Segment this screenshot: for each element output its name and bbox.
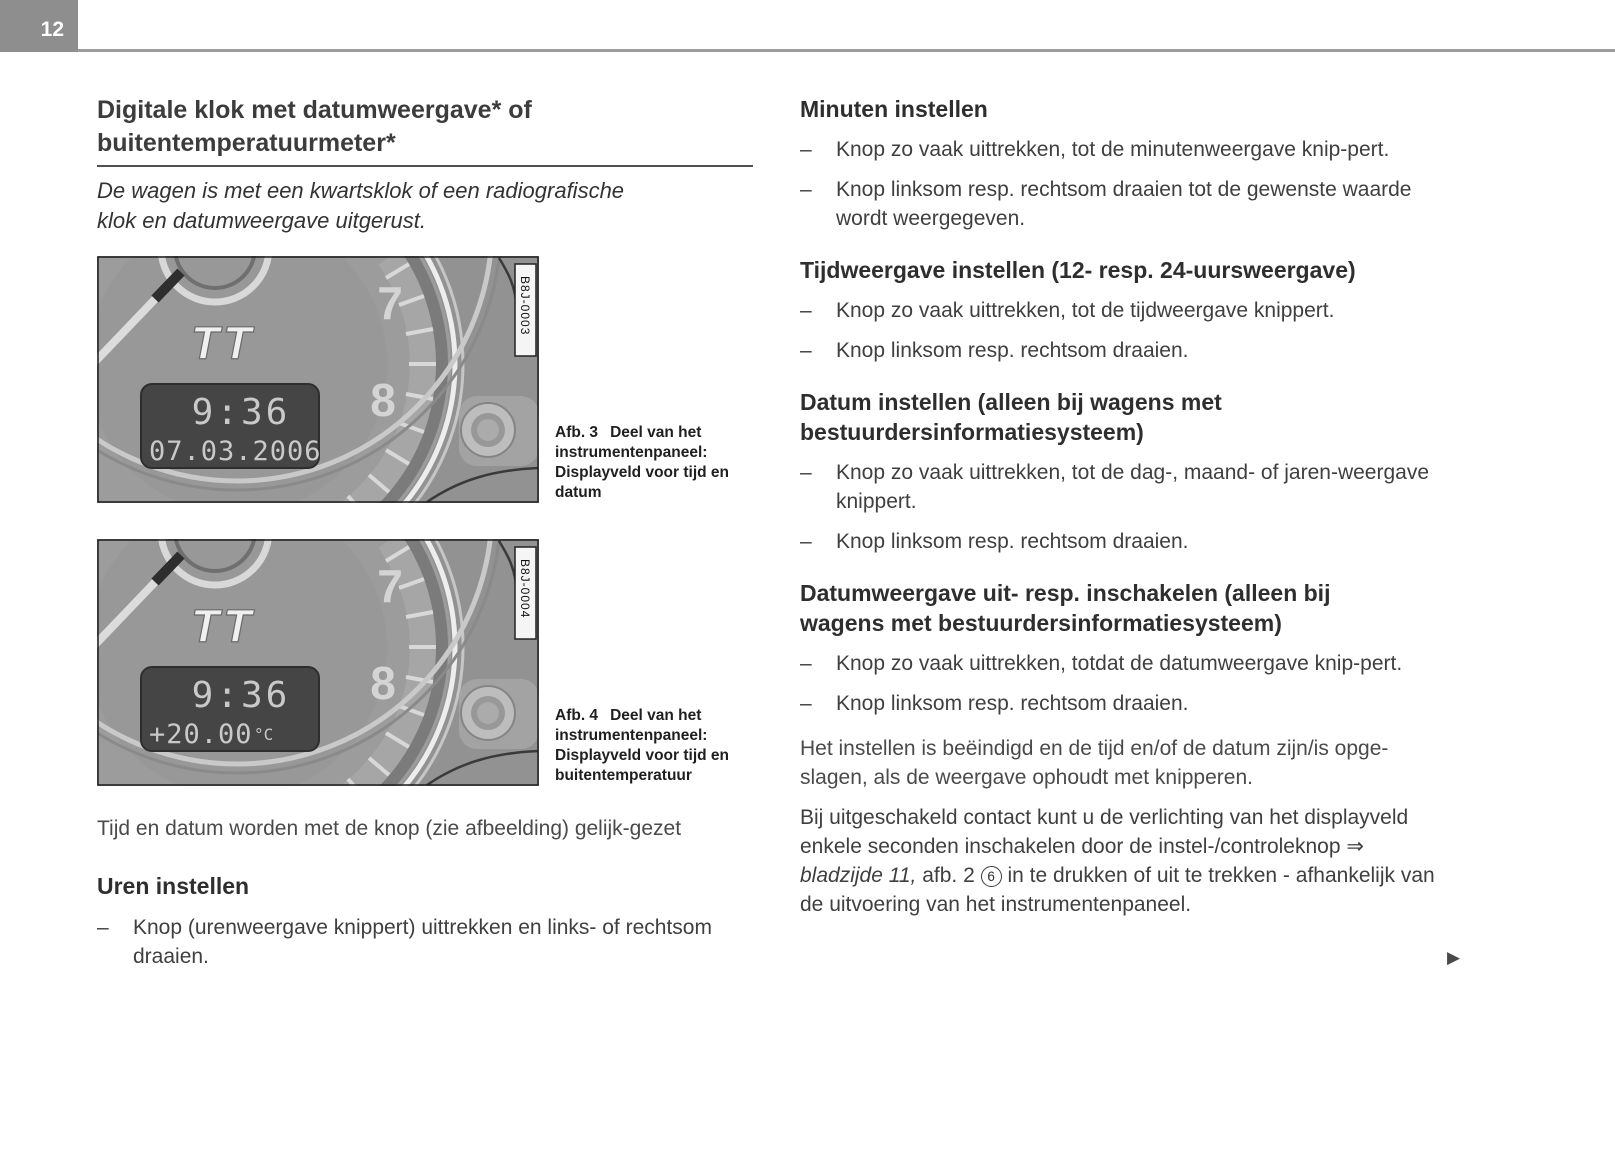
bullet-dash: – — [800, 138, 812, 161]
figure-4 — [97, 539, 753, 786]
figure-3 — [97, 256, 753, 503]
list-item — [800, 689, 1440, 718]
figure-4-caption-text: Deel van het instrumentenpaneel: Displayveld voor tijd en buitentemperatuur — [555, 707, 729, 784]
section-heading-minuten-instellen: Minuten instellen — [800, 96, 988, 122]
figure-4-caption — [555, 706, 753, 786]
bullet-dash: – — [97, 916, 109, 939]
photo-code-label: B8J-0003 — [518, 276, 532, 336]
dial-number-8: 8 — [370, 374, 396, 426]
bullet-dash: – — [800, 339, 812, 362]
page-number: 12 — [40, 18, 64, 41]
lcd-unit: °C — [254, 725, 274, 744]
figure-4-label: Afb. 4 — [555, 707, 599, 724]
lcd-temperature: +20.00 — [149, 719, 253, 750]
page-reference: bladzijde 11, — [800, 864, 917, 887]
left-column — [97, 88, 753, 971]
instrument-panel-photo-1 — [97, 256, 539, 503]
note-text: Bij uitgeschakeld contact kunt u de verlichting van het displayveld enkele seconden inschakelen door de instel-/controleknop — [800, 806, 1409, 858]
reference-arrow: ⇒ — [1346, 835, 1364, 858]
tt-logo: TT — [191, 600, 256, 652]
bullet-text: Knop linksom resp. rechtsom draaien. — [836, 692, 1189, 715]
figure-3-caption-text: Deel van het instrumentenpaneel: Displayveld voor tijd en datum — [555, 424, 729, 501]
page-number-box — [0, 0, 78, 52]
lcd-time: 9:36 — [191, 392, 291, 433]
bullet-dash: – — [800, 299, 812, 322]
bullet-text: Knop zo vaak uittrekken, totdat de datumweergave knip-pert. — [836, 652, 1403, 675]
dial-number-8: 8 — [370, 657, 396, 709]
dial-number-7: 7 — [377, 560, 403, 612]
figure-reference: afb. 2 — [922, 864, 975, 887]
section-heading-uren-instellen: Uren instellen — [97, 873, 250, 899]
lcd-date: 07.03.2006 — [149, 436, 322, 467]
bullet-text: Knop linksom resp. rechtsom draaien tot de gewenste waarde wordt weergegeven. — [836, 178, 1412, 230]
bullet-text: Knop zo vaak uittrekken, tot de tijdweergave knippert. — [836, 299, 1335, 322]
list-item — [800, 175, 1440, 233]
photo-code-label: B8J-0004 — [518, 559, 532, 619]
list-item — [800, 336, 1440, 365]
bullet-text: Knop linksom resp. rechtsom draaien. — [836, 530, 1189, 553]
intro-text: De wagen is met een kwartsklok of een radiografische klok en datumweergave uitgerust. — [97, 178, 625, 233]
page-title: Digitale klok met datumweergave* of buitentemperatuurmeter* — [97, 94, 753, 167]
tt-logo: TT — [191, 317, 256, 369]
instrument-panel-photo-2 — [97, 539, 539, 786]
bullet-dash: – — [800, 692, 812, 715]
list-item — [800, 296, 1440, 325]
bullet-dash: – — [800, 530, 812, 553]
bullet-text: Knop (urenweergave knippert) uittrekken en links- of rechtsom draaien. — [133, 916, 712, 968]
figure-3-label: Afb. 3 — [555, 424, 599, 441]
bullet-dash: – — [800, 461, 812, 484]
header-rule — [78, 49, 1615, 52]
figure-3-caption — [555, 423, 753, 503]
list-item — [800, 458, 1440, 516]
note-text-end: in te drukken of uit te trekken - afhankelijk van de uitvoering van het instrumentenpaneel. — [800, 864, 1435, 916]
left-paragraph: Tijd en datum worden met de knop (zie afbeelding) gelijk-gezet — [97, 817, 682, 840]
note-paragraph — [800, 803, 1436, 919]
list-item — [97, 913, 753, 971]
bullet-dash: – — [800, 178, 812, 201]
closing-paragraph: Het instellen is beëindigd en de tijd en/of de datum zijn/is opge-slagen, als de weergave ophoudt met knipperen. — [800, 737, 1389, 789]
list-item — [800, 135, 1440, 164]
continuation-arrow-icon: ▶ — [1447, 948, 1461, 967]
bullet-text: Knop linksom resp. rechtsom draaien. — [836, 339, 1189, 362]
list-item — [800, 527, 1440, 556]
lcd-time: 9:36 — [191, 675, 291, 716]
dial-number-7: 7 — [377, 277, 403, 329]
section-heading-datumweergave-schakelen: Datumweergave uit- resp. inschakelen (alleen bij wagens met bestuurdersinformatiesysteem) — [800, 580, 1331, 636]
section-heading-tijdweergave-instellen: Tijdweergave instellen (12- resp. 24-uursweergave) — [800, 257, 1356, 283]
list-item — [800, 649, 1440, 678]
bullet-text: Knop zo vaak uittrekken, tot de minutenweergave knip-pert. — [836, 138, 1390, 161]
section-heading-datum-instellen: Datum instellen (alleen bij wagens met bestuurdersinformatiesysteem) — [800, 389, 1222, 445]
circled-number-6: 6 — [981, 866, 1002, 887]
bullet-text: Knop zo vaak uittrekken, tot de dag-, maand- of jaren-weergave knippert. — [836, 461, 1430, 513]
bullet-dash: – — [800, 652, 812, 675]
right-column — [800, 88, 1440, 919]
